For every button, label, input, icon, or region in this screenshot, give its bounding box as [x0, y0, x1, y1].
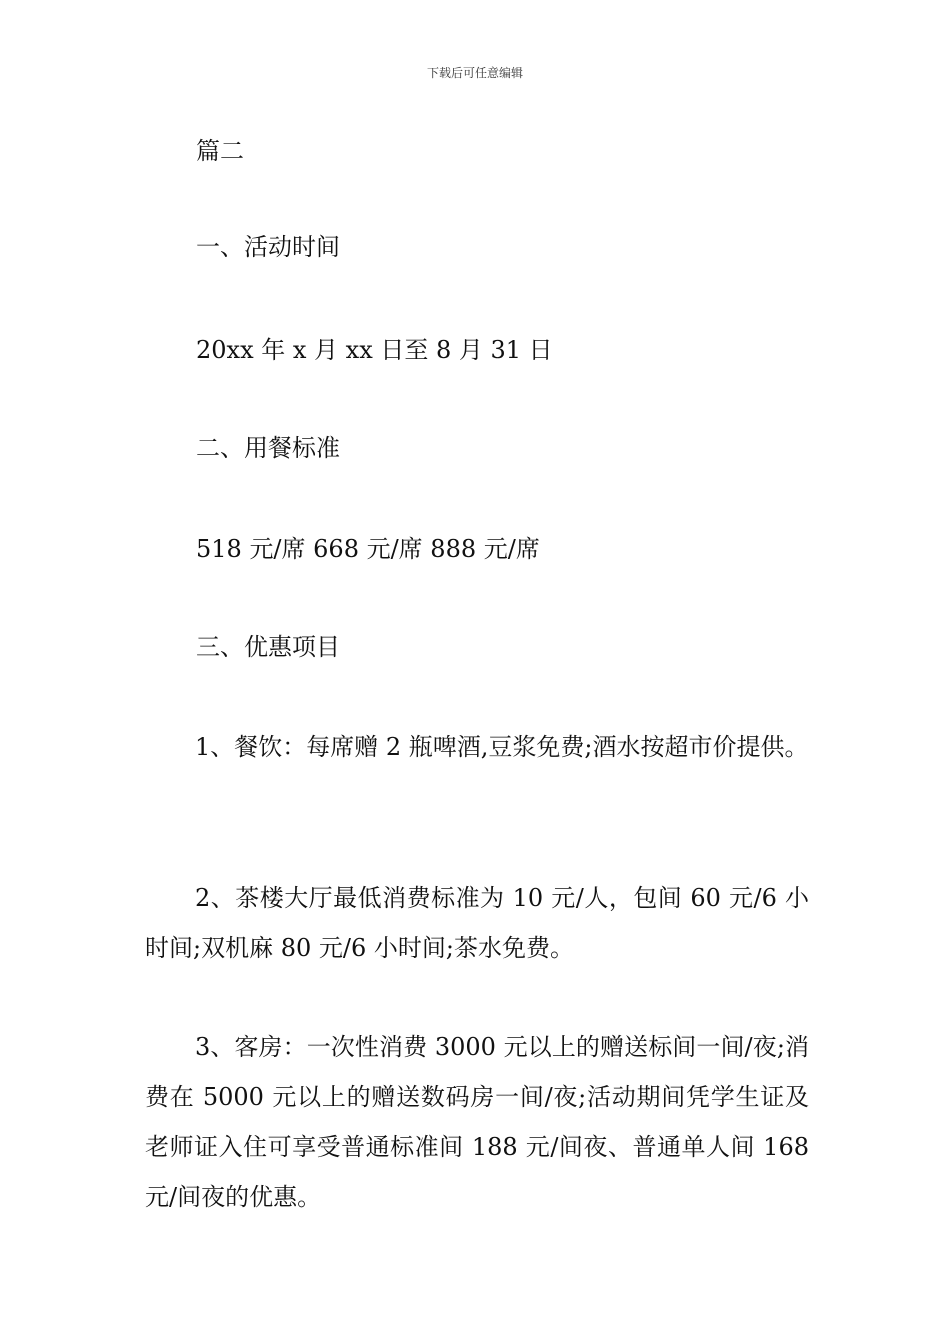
section-heading-discount-items: 三、优惠项目	[196, 633, 340, 661]
section-heading-dining-standard: 二、用餐标准	[196, 434, 340, 462]
section-heading-activity-time: 一、活动时间	[196, 233, 340, 261]
discount-item-catering: 1、餐饮：每席赠 2 瓶啤酒,豆浆免费;酒水按超市价提供。	[195, 733, 809, 761]
discount-item-guest-rooms: 3、客房：一次性消费 3000 元以上的赠送标间一间/夜;消费在 5000 元以上的赠送数码房一间/夜;活动期间凭学生证及老师证入住可享受普通标准间 188 元/间夜、普通单人间 168 元/间夜的优惠。	[145, 1033, 809, 1211]
activity-date-range: 20xx 年 x 月 xx 日至 8 月 31 日	[196, 336, 553, 364]
discount-item-teahouse: 2、茶楼大厅最低消费标准为 10 元/人，包间 60 元/6 小时间;双机麻 80 元/6 小时间;茶水免费。	[145, 884, 809, 962]
dining-price-list: 518 元/席 668 元/席 888 元/席	[196, 535, 540, 563]
document-title: 篇二	[196, 137, 244, 165]
page-header: 下载后可任意编辑	[426, 66, 523, 80]
